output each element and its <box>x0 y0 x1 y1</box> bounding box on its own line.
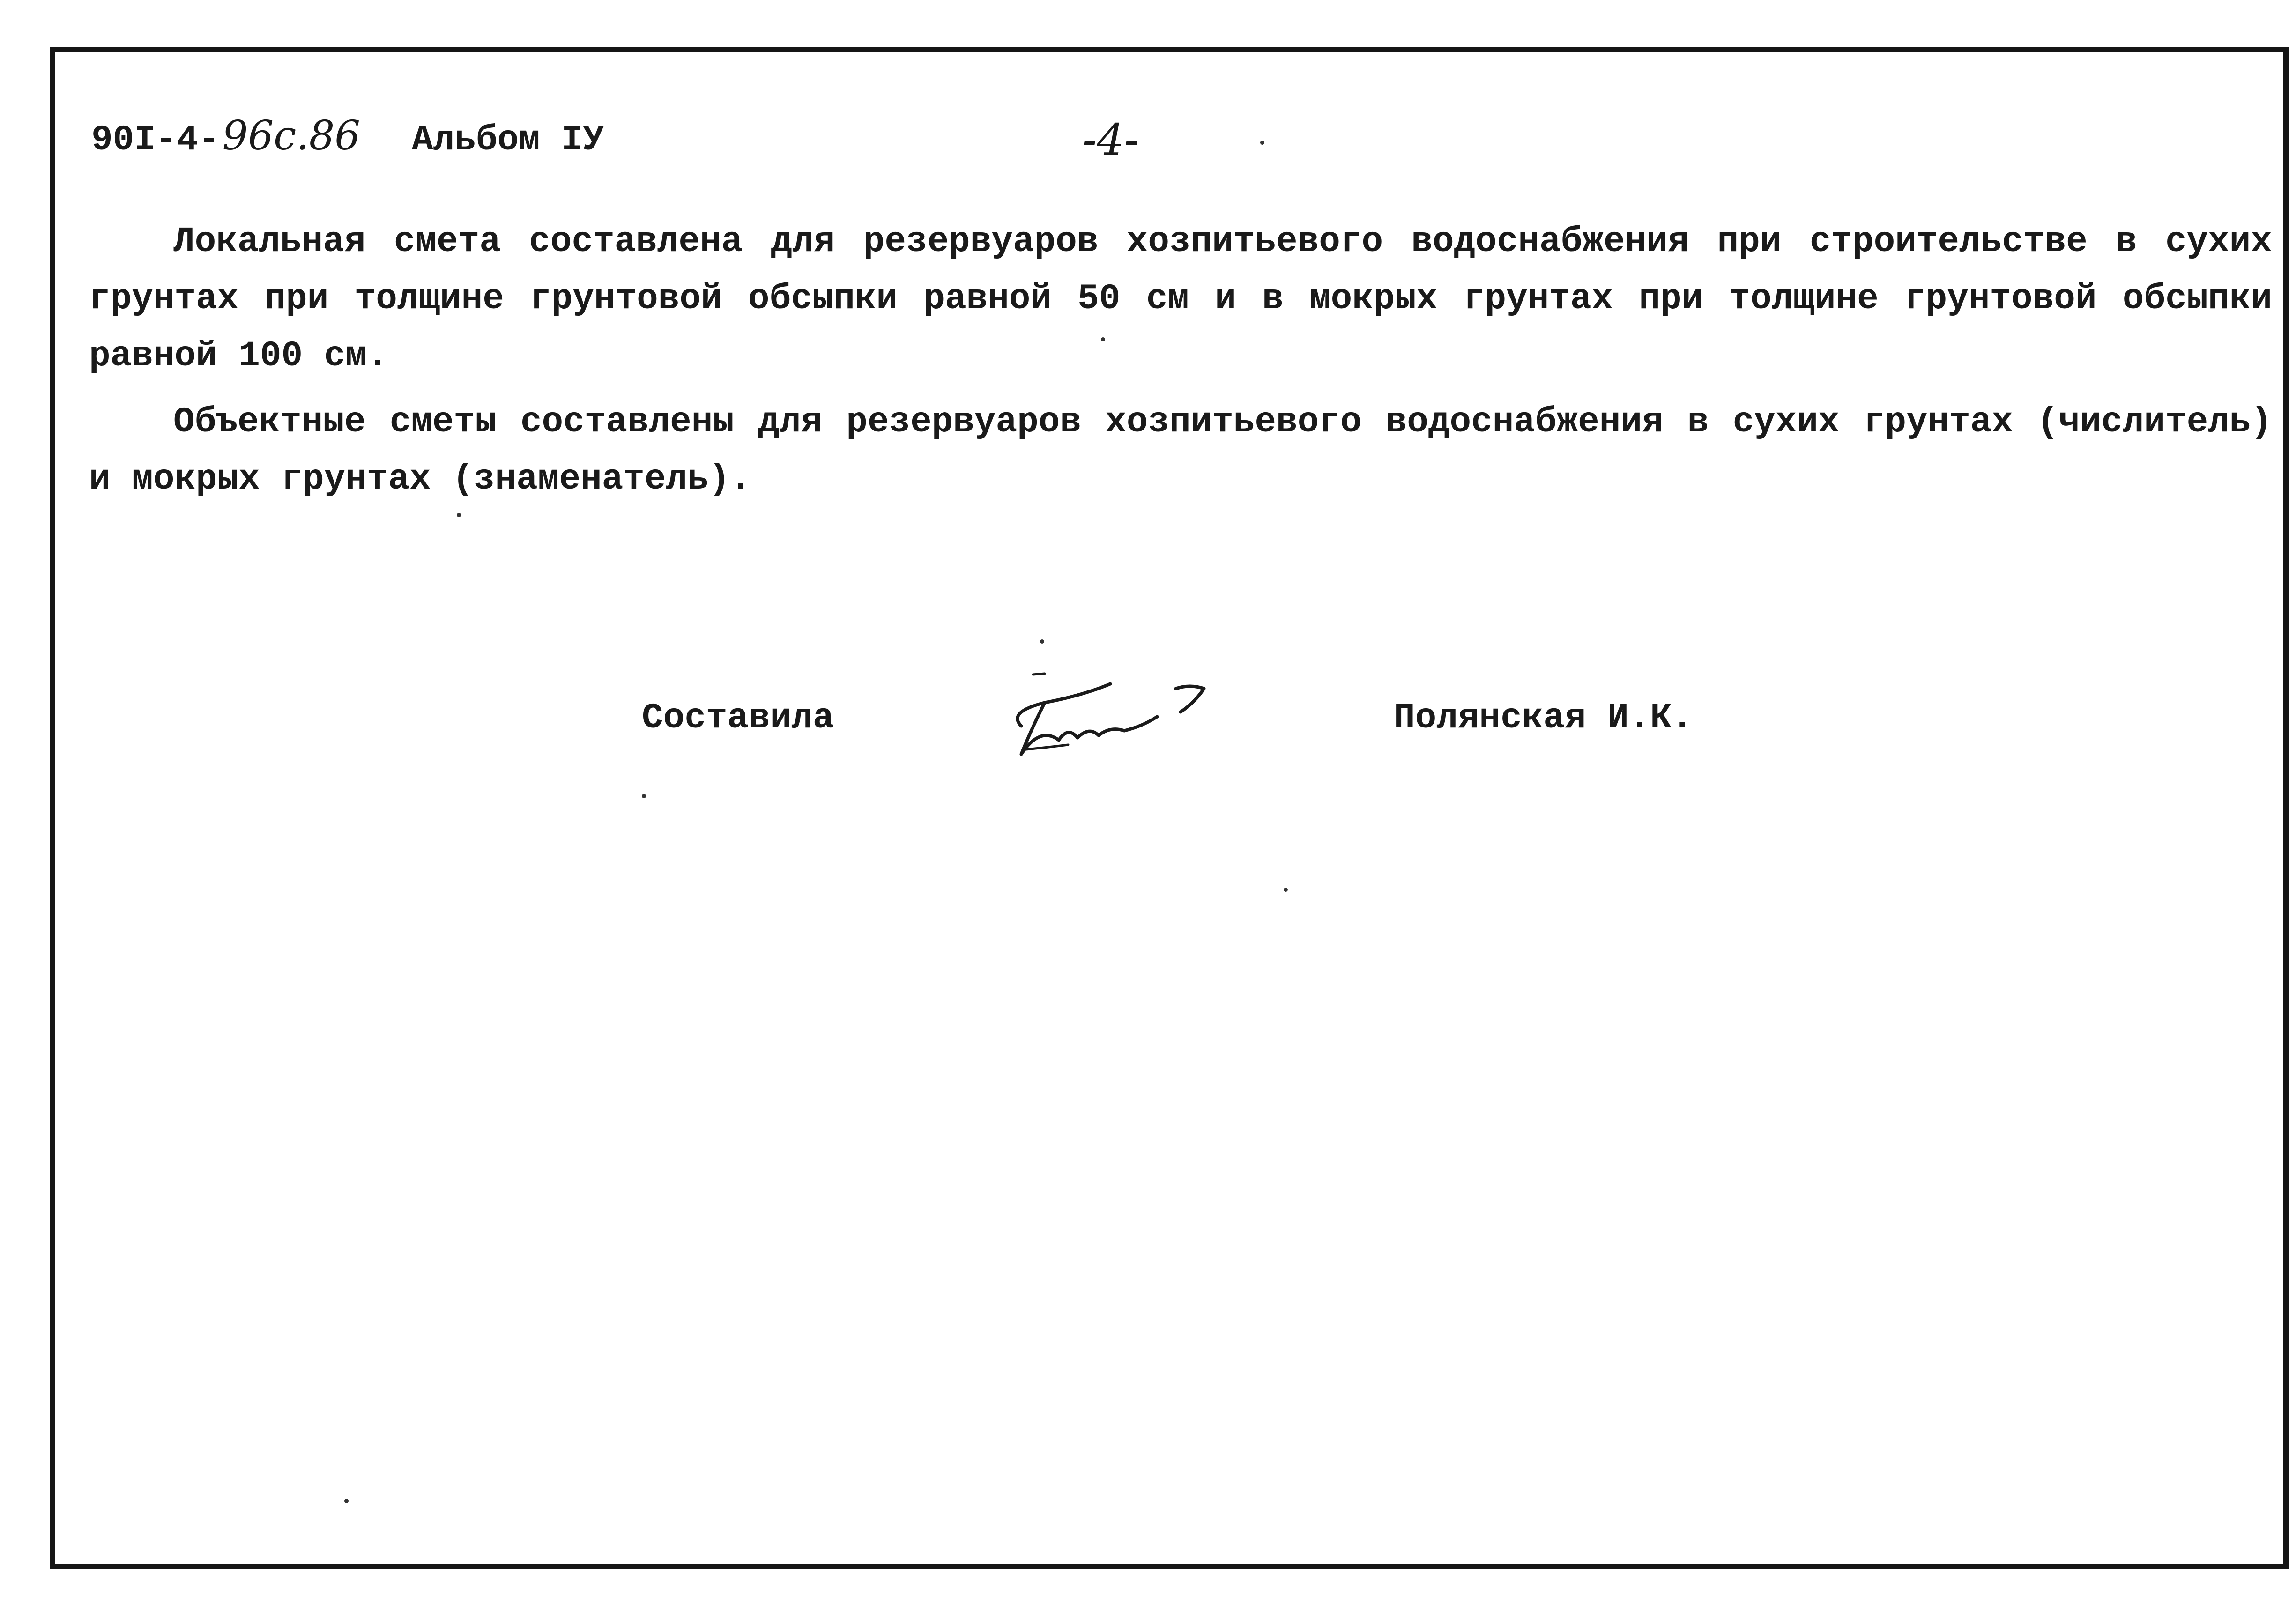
page-number: -4- <box>1082 115 1139 165</box>
scan-speck <box>1284 888 1288 892</box>
paragraph-local-estimate: Локальная смета составлена для резервуаров хозпитьевого водоснабжения при строительстве в сухих грунтах при толщине грунтовой обсыпки равной 50 см и в мокрых грунтах при толщине грунтовой обсыпки равной 100 см. <box>89 222 2272 376</box>
scan-speck <box>1260 141 1264 145</box>
signature-label: Составила <box>642 698 834 738</box>
scan-speck <box>1101 337 1105 341</box>
document-code-handwritten: 96с.86 <box>222 112 361 159</box>
scan-speck <box>344 1499 349 1503</box>
document-code: 90I-4- <box>91 120 220 160</box>
signatory-name: Полянская И.К. <box>1394 698 1693 738</box>
document-header <box>91 112 604 164</box>
scan-speck <box>642 794 646 798</box>
album-label: Альбом IУ <box>412 120 604 160</box>
handwritten-signature <box>988 656 1232 764</box>
scan-speck <box>1040 639 1044 644</box>
scan-speck <box>457 513 461 517</box>
paragraph-object-estimates: Объектные сметы составлены для резервуаров хозпитьевого водоснабжения в сухих грунтах (числитель) и мокрых грунтах (знаменатель). <box>89 402 2272 499</box>
